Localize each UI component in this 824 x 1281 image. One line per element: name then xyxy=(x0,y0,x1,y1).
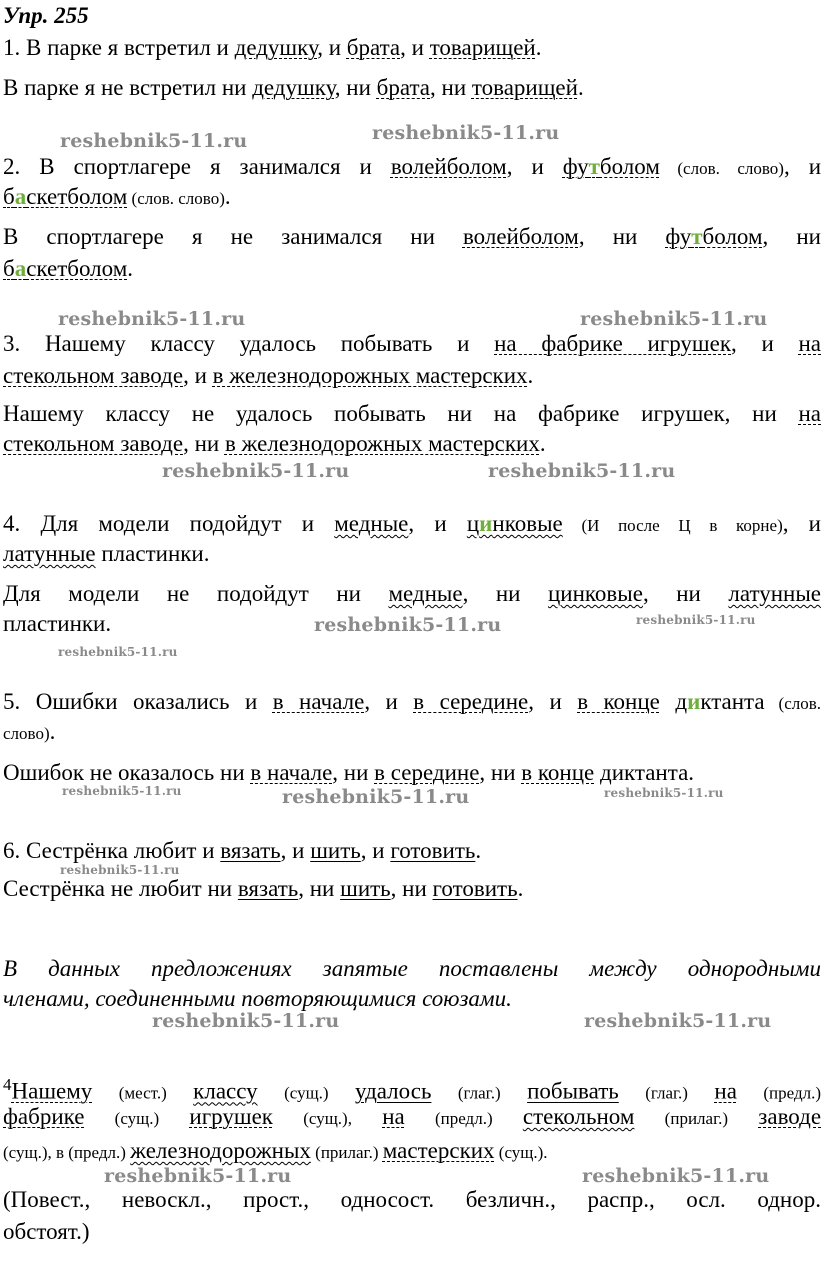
sentence-3-positive-line-1: 3. Нашему классу удалось побывать и на фабрике игрушек, и на xyxy=(3,331,822,356)
watermark: reshebnik5-11.ru xyxy=(162,460,350,482)
conclusion-line-2: членами, соединенными повторяющимися союзами. xyxy=(3,986,512,1011)
sentence-4-positive-line-1: 4. Для модели подойдут и медные, и цинковые (И после Ц в корне), и xyxy=(3,511,821,536)
sentence-2-positive-line-1: 2. В спортлагере я занимался и волейболом, и футболом (слов. слово), и xyxy=(3,154,821,179)
exercise-title: Упр. 255 xyxy=(3,3,89,28)
sentence-5-positive-line-1: 5. Ошибки оказались и в начале, и в середине, и в конце диктанта (слов. xyxy=(3,689,822,714)
parse-characteristics-line-1: (Повест., невоскл., прост., односост. безличн., распр., осл. однор. xyxy=(3,1187,821,1212)
watermark: reshebnik5-11.ru xyxy=(152,1010,340,1032)
sentence-1-positive: 1. В парке я встретил и дедушку, и брата, и товарищей. xyxy=(3,35,542,60)
watermark: reshebnik5-11.ru xyxy=(62,784,182,798)
watermark: reshebnik5-11.ru xyxy=(58,308,246,330)
sentence-1-negative: В парке я не встретил ни дедушку, ни брата, ни товарищей. xyxy=(3,75,584,100)
sentence-4-negative-line-2: пластинки. xyxy=(3,611,112,636)
sentence-3-positive-line-2: стекольном заводе, и в железнодорожных мастерских. xyxy=(3,363,534,388)
parse-line-3: (сущ.), в (предл.) железнодорожных (прилаг.) мастерских (сущ.). xyxy=(3,1138,548,1163)
watermark: reshebnik5-11.ru xyxy=(58,645,178,659)
sentence-5-negative: Ошибок не оказалось ни в начале, ни в середине, ни в конце диктанта. xyxy=(3,760,695,785)
watermark: reshebnik5-11.ru xyxy=(604,786,724,800)
watermark: reshebnik5-11.ru xyxy=(372,122,560,144)
watermark: reshebnik5-11.ru xyxy=(582,1165,770,1187)
watermark: reshebnik5-11.ru xyxy=(314,614,502,636)
sentence-6-positive: 6. Сестрёнка любит и вязать, и шить, и готовить. xyxy=(3,838,482,863)
sentence-2-positive-line-2: баскетболом (слов. слово). xyxy=(3,184,231,209)
parse-line-2: фабрике (сущ.) игрушек (сущ.), на (предл.) стекольном (прилаг.) заводе xyxy=(3,1104,822,1129)
sentence-5-positive-line-2: слово). xyxy=(3,719,56,744)
sentence-4-positive-line-2: латунные пластинки. xyxy=(3,541,210,566)
sentence-3-negative-line-2: стекольном заводе, ни в железнодорожных мастерских. xyxy=(3,431,546,456)
sentence-2-negative-line-2: баскетболом. xyxy=(3,256,134,281)
watermark: reshebnik5-11.ru xyxy=(580,308,768,330)
watermark: reshebnik5-11.ru xyxy=(636,613,756,627)
watermark: reshebnik5-11.ru xyxy=(60,130,248,152)
watermark: reshebnik5-11.ru xyxy=(60,863,180,877)
watermark: reshebnik5-11.ru xyxy=(584,1010,772,1032)
watermark: reshebnik5-11.ru xyxy=(488,460,676,482)
sentence-4-negative-line-1: Для модели не подойдут ни медные, ни цинковые, ни латунные xyxy=(3,581,821,606)
sentence-6-negative: Сестрёнка не любит ни вязать, ни шить, ни готовить. xyxy=(3,876,524,901)
watermark: reshebnik5-11.ru xyxy=(104,1165,292,1187)
conclusion-line-1: В данных предложениях запятые поставлены между однородными xyxy=(3,956,821,981)
watermark: reshebnik5-11.ru xyxy=(282,786,470,808)
parse-line-1: $^4$Нашему (мест.) классу (сущ.) удалось (глаг.) побывать (глаг.) на (предл.) xyxy=(3,1075,821,1104)
sentence-2-negative-line-1: В спортлагере я не занимался ни волейболом, ни футболом, ни xyxy=(3,224,821,249)
sentence-3-negative-line-1: Нашему классу не удалось побывать ни на фабрике игрушек, ни на xyxy=(3,401,821,426)
parse-characteristics-line-2: обстоят.) xyxy=(3,1219,90,1244)
